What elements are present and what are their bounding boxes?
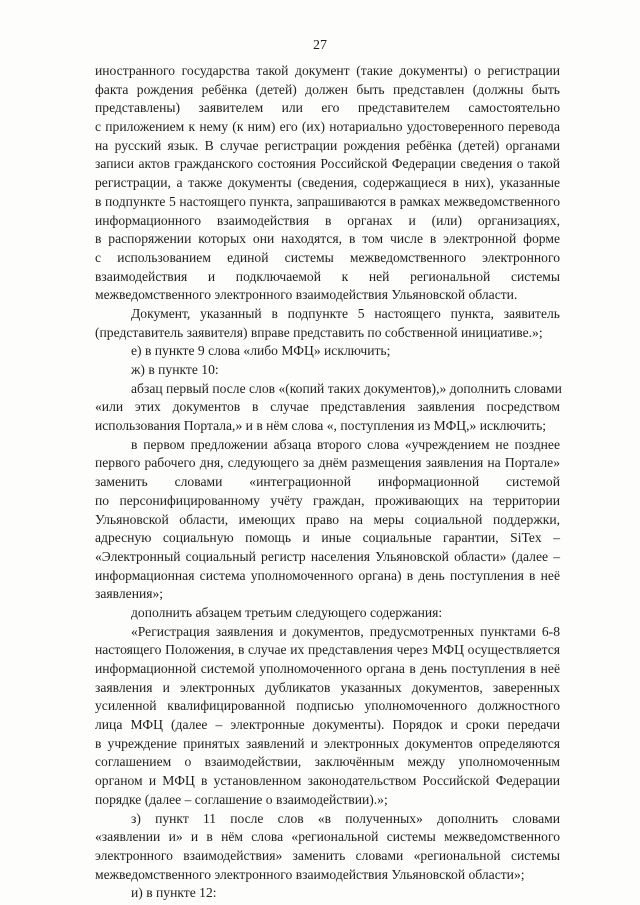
text-line: взаимодействия и подключаемой к ней региональной системы [95,268,560,284]
page-number: 27 [313,38,327,53]
text-line: с приложением к нему (к ним) его (их) нотариально удостоверенного перевода [95,119,560,135]
document-body [95,62,560,903]
text-line: соглашением о взаимодействии, заключённым между уполномоченным [95,754,560,770]
text-line: первого рабочего дня, следующего за днём размещения заявления на Портале» [95,455,560,471]
text-line: Документ, указанный в подпункте 5 настоящего пункта, заявитель [131,305,560,321]
text-line: е) в пункте 9 слова «либо МФЦ» исключить; [131,343,391,359]
text-line: межведомственного электронного взаимодействия Ульяновской области»; [95,866,525,882]
text-line: «Электронный социальный регистр населения Ульяновской области» (далее – [95,548,560,564]
text-line: з) пункт 11 после слов «в полученных» дополнить словами [131,810,560,826]
text-line: «заявлении и» и в нём слова «региональной системы межведомственного [95,829,560,845]
text-line: заменить словами «интеграционной информационной системой [95,474,560,490]
text-line: в первом предложении абзаца второго слова «учреждением не позднее [131,436,560,452]
text-line: использования Портала,» и в нём слова «, поступления из МФЦ,» исключить; [95,418,547,434]
text-line: абзац первый после слов «(копий таких документов),» дополнить словами [131,380,562,396]
text-line: «или этих документов в случае представления заявления посредством [95,399,560,415]
text-line: в подпункте 5 настоящего пункта, запрашиваются в рамках межведомственного [95,193,560,209]
text-line: заявления и электронных дубликатов указанных документов, заверенных [95,679,560,695]
text-line: информационного взаимодействия в органах и (или) организациях, [95,212,560,228]
text-line: информационной системой уполномоченного органа в день поступления в неё [95,661,560,676]
text-line: по персонифицированному учёту граждан, проживающих на территории [95,492,560,508]
text-line: дополнить абзацем третьим следующего содержания: [131,604,443,620]
text-line: представлены) заявителем или его представителем самостоятельно [95,100,560,116]
text-line: лица МФЦ (далее – электронные документы). Порядок и сроки передачи [95,717,560,733]
text-line: «Регистрация заявления и документов, предусмотренных пунктами 6-8 [131,623,560,639]
text-line: иностранного государства такой документ (такие документы) о регистрации [95,63,560,78]
text-line: в распоряжении которых они находятся, в том числе в электронной форме [95,231,560,247]
text-line: настоящего Положения, в случае их представления через МФЦ осуществляется [95,642,560,658]
text-line: межведомственного электронного взаимодействия Ульяновской области. [95,287,518,303]
text-line: (представитель заявителя) вправе представить по собственной инициативе.»; [95,324,543,340]
text-line: усиленной квалифицированной подписью уполномоченного должностного [95,698,560,714]
text-line: адресную социальную помощь и иные социальные гарантии, SiTex – [95,530,560,546]
text-line: записи актов гражданского состояния Российской Федерации сведения о такой [95,156,560,172]
text-line: информационная система уполномоченного органа) в день поступления в неё [95,567,560,583]
text-line: органом и МФЦ в установленном законодательством Российской Федерации [95,773,560,789]
text-line: регистрации, а также документы (сведения, содержащиеся в них), указанные [95,175,560,191]
text-line: на русский язык. В случае регистрации рождения ребёнка (детей) органами [95,137,560,153]
text-line: Ульяновской области, имеющих право на меры социальной поддержки, [95,511,560,527]
text-line: в учреждение принятых заявлений и электронных документов определяются [95,735,560,751]
text-line: с использованием единой системы межведомственного электронного [95,249,560,265]
text-line: ж) в пункте 10: [131,362,219,377]
text-line: электронного взаимодействия» заменить словами «региональной системы [95,847,560,863]
text-line: заявления»; [95,586,164,602]
text-line: факта рождения ребёнка (детей) должен быть представлен (должны быть [95,81,560,97]
text-line: порядке (далее – соглашение о взаимодействии).»; [95,791,388,807]
text-line: и) в пункте 12: [131,885,217,901]
